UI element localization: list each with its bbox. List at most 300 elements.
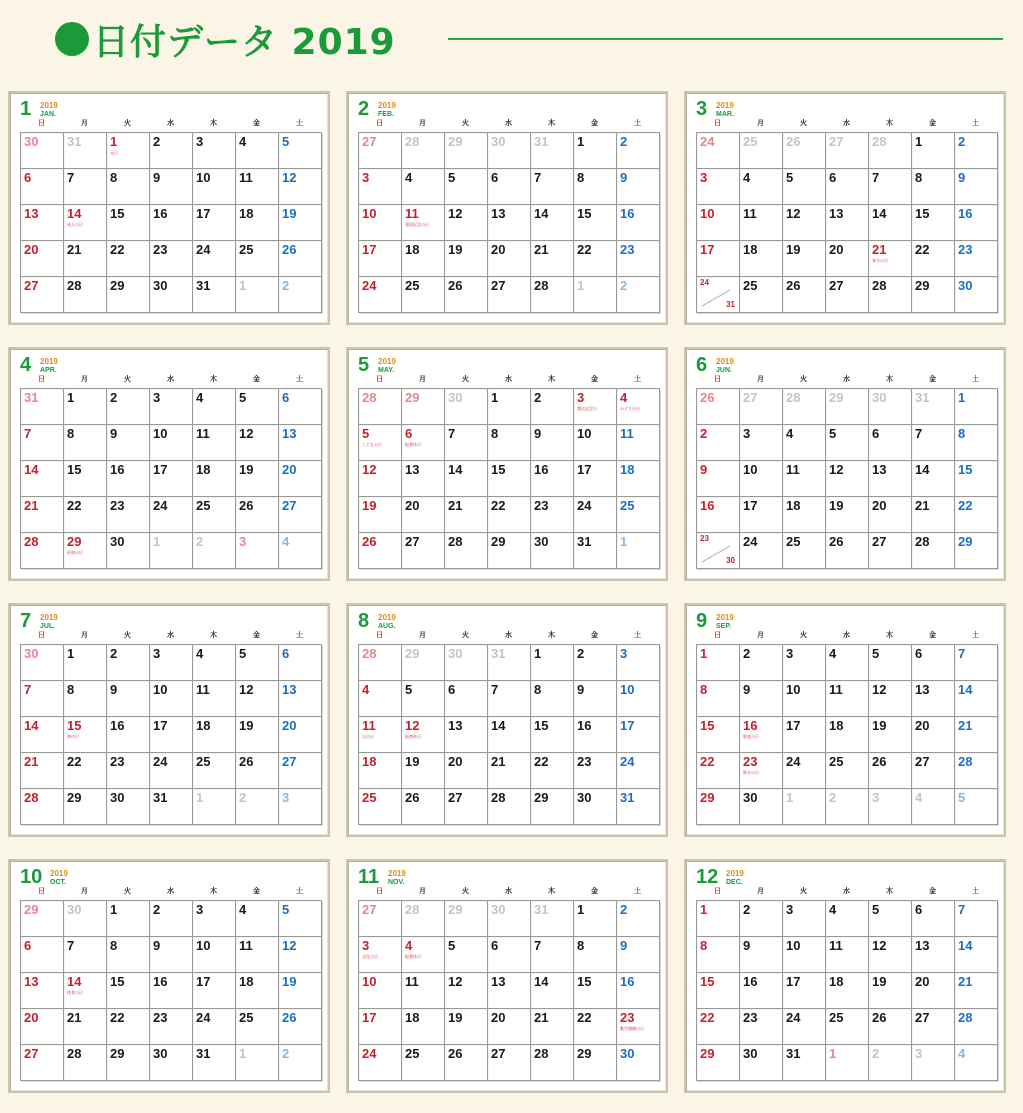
day-cell[interactable] <box>617 901 660 937</box>
day-cell[interactable] <box>783 1045 826 1081</box>
day-cell[interactable] <box>574 937 617 973</box>
day-cell[interactable] <box>740 425 783 461</box>
day-cell[interactable] <box>531 753 574 789</box>
day-cell[interactable] <box>574 973 617 1009</box>
day-cell[interactable] <box>402 1009 445 1045</box>
day-cell[interactable] <box>107 681 150 717</box>
day-cell[interactable] <box>826 205 869 241</box>
day-cell[interactable] <box>697 973 740 1009</box>
day-cell[interactable] <box>783 205 826 241</box>
day-cell[interactable] <box>402 241 445 277</box>
day-cell[interactable] <box>279 717 322 753</box>
day-cell[interactable] <box>912 277 955 313</box>
day-cell[interactable] <box>617 937 660 973</box>
day-cell[interactable] <box>359 133 402 169</box>
day-cell[interactable] <box>107 789 150 825</box>
day-cell[interactable] <box>783 533 826 569</box>
day-cell[interactable] <box>359 1009 402 1045</box>
day-cell[interactable] <box>740 1045 783 1081</box>
day-cell[interactable] <box>912 681 955 717</box>
day-cell[interactable] <box>236 1045 279 1081</box>
day-cell[interactable] <box>574 277 617 313</box>
day-cell[interactable] <box>150 901 193 937</box>
day-cell[interactable] <box>64 1009 107 1045</box>
day-cell[interactable] <box>150 937 193 973</box>
day-cell[interactable] <box>783 389 826 425</box>
day-cell[interactable] <box>574 645 617 681</box>
day-cell[interactable] <box>488 973 531 1009</box>
day-cell[interactable] <box>912 133 955 169</box>
day-cell[interactable] <box>488 753 531 789</box>
day-cell[interactable] <box>402 753 445 789</box>
day-cell[interactable] <box>697 205 740 241</box>
day-cell[interactable] <box>445 937 488 973</box>
day-cell[interactable] <box>279 133 322 169</box>
day-cell[interactable] <box>740 753 783 789</box>
day-cell[interactable] <box>740 681 783 717</box>
day-cell[interactable] <box>697 169 740 205</box>
day-cell[interactable] <box>236 645 279 681</box>
day-cell[interactable] <box>869 645 912 681</box>
day-cell[interactable] <box>359 1045 402 1081</box>
day-cell[interactable] <box>783 645 826 681</box>
day-cell[interactable] <box>783 241 826 277</box>
day-cell[interactable] <box>107 461 150 497</box>
day-cell[interactable] <box>21 901 64 937</box>
day-cell[interactable] <box>826 133 869 169</box>
day-cell[interactable] <box>826 277 869 313</box>
day-cell[interactable] <box>359 461 402 497</box>
day-cell[interactable] <box>697 1009 740 1045</box>
day-cell[interactable] <box>488 277 531 313</box>
day-cell[interactable] <box>783 277 826 313</box>
day-cell[interactable] <box>617 241 660 277</box>
day-cell[interactable] <box>402 133 445 169</box>
day-cell[interactable] <box>912 753 955 789</box>
day-cell[interactable] <box>236 425 279 461</box>
day-cell[interactable] <box>869 277 912 313</box>
day-cell[interactable] <box>107 973 150 1009</box>
day-cell[interactable] <box>617 205 660 241</box>
day-cell[interactable] <box>697 497 740 533</box>
day-cell[interactable] <box>826 937 869 973</box>
day-cell[interactable] <box>107 753 150 789</box>
day-cell[interactable] <box>697 901 740 937</box>
day-cell[interactable] <box>279 205 322 241</box>
day-cell[interactable] <box>955 1045 998 1081</box>
day-cell[interactable] <box>531 497 574 533</box>
day-cell[interactable] <box>445 973 488 1009</box>
day-cell[interactable] <box>402 717 445 753</box>
day-cell[interactable] <box>826 1045 869 1081</box>
day-cell[interactable] <box>193 1045 236 1081</box>
day-cell[interactable] <box>617 717 660 753</box>
day-cell[interactable] <box>783 753 826 789</box>
day-cell[interactable] <box>617 169 660 205</box>
day-cell[interactable] <box>912 1045 955 1081</box>
day-cell[interactable] <box>64 1045 107 1081</box>
day-cell[interactable] <box>826 169 869 205</box>
day-cell[interactable] <box>236 533 279 569</box>
day-cell[interactable] <box>64 973 107 1009</box>
day-cell[interactable] <box>21 533 64 569</box>
day-cell[interactable] <box>279 937 322 973</box>
day-cell[interactable] <box>869 461 912 497</box>
day-cell[interactable] <box>150 753 193 789</box>
day-cell[interactable] <box>279 753 322 789</box>
day-cell[interactable] <box>740 205 783 241</box>
day-cell[interactable] <box>912 241 955 277</box>
day-cell[interactable] <box>574 717 617 753</box>
day-cell[interactable] <box>64 645 107 681</box>
day-cell[interactable] <box>740 1009 783 1045</box>
day-cell[interactable] <box>193 1009 236 1045</box>
day-cell[interactable] <box>531 1009 574 1045</box>
day-cell[interactable] <box>574 1045 617 1081</box>
day-cell[interactable] <box>617 973 660 1009</box>
day-cell[interactable] <box>445 901 488 937</box>
day-cell[interactable] <box>64 717 107 753</box>
day-cell[interactable] <box>488 901 531 937</box>
day-cell[interactable] <box>740 973 783 1009</box>
day-cell[interactable] <box>697 241 740 277</box>
day-cell[interactable] <box>236 133 279 169</box>
day-cell[interactable] <box>531 389 574 425</box>
day-cell[interactable] <box>402 1045 445 1081</box>
day-cell[interactable] <box>869 133 912 169</box>
day-cell[interactable] <box>279 533 322 569</box>
day-cell[interactable] <box>488 789 531 825</box>
day-cell[interactable] <box>236 717 279 753</box>
day-cell[interactable] <box>955 241 998 277</box>
day-cell[interactable] <box>236 389 279 425</box>
day-cell[interactable] <box>279 425 322 461</box>
day-cell[interactable] <box>783 789 826 825</box>
day-cell[interactable] <box>64 533 107 569</box>
day-cell[interactable] <box>21 241 64 277</box>
day-cell[interactable] <box>107 425 150 461</box>
day-cell[interactable] <box>617 389 660 425</box>
day-cell[interactable] <box>869 753 912 789</box>
day-cell[interactable] <box>488 1009 531 1045</box>
day-cell[interactable] <box>826 789 869 825</box>
day-cell[interactable] <box>697 277 740 313</box>
day-cell[interactable] <box>531 533 574 569</box>
day-cell[interactable] <box>869 497 912 533</box>
day-cell[interactable] <box>869 169 912 205</box>
day-cell[interactable] <box>617 1045 660 1081</box>
day-cell[interactable] <box>955 533 998 569</box>
day-cell[interactable] <box>193 425 236 461</box>
day-cell[interactable] <box>488 205 531 241</box>
day-cell[interactable] <box>150 1045 193 1081</box>
day-cell[interactable] <box>445 717 488 753</box>
day-cell[interactable] <box>445 753 488 789</box>
day-cell[interactable] <box>359 205 402 241</box>
day-cell[interactable] <box>955 789 998 825</box>
day-cell[interactable] <box>740 937 783 973</box>
day-cell[interactable] <box>445 645 488 681</box>
day-cell[interactable] <box>826 901 869 937</box>
day-cell[interactable] <box>150 533 193 569</box>
day-cell[interactable] <box>236 169 279 205</box>
day-cell[interactable] <box>445 389 488 425</box>
day-cell[interactable] <box>531 425 574 461</box>
day-cell[interactable] <box>955 277 998 313</box>
day-cell[interactable] <box>359 789 402 825</box>
day-cell[interactable] <box>912 717 955 753</box>
day-cell[interactable] <box>279 1009 322 1045</box>
day-cell[interactable] <box>955 937 998 973</box>
day-cell[interactable] <box>150 277 193 313</box>
day-cell[interactable] <box>64 277 107 313</box>
day-cell[interactable] <box>826 681 869 717</box>
day-cell[interactable] <box>488 717 531 753</box>
day-cell[interactable] <box>150 645 193 681</box>
day-cell[interactable] <box>445 681 488 717</box>
day-cell[interactable] <box>912 205 955 241</box>
day-cell[interactable] <box>531 717 574 753</box>
day-cell[interactable] <box>955 1009 998 1045</box>
day-cell[interactable] <box>531 277 574 313</box>
day-cell[interactable] <box>150 717 193 753</box>
day-cell[interactable] <box>279 681 322 717</box>
day-cell[interactable] <box>236 497 279 533</box>
day-cell[interactable] <box>107 1045 150 1081</box>
day-cell[interactable] <box>359 645 402 681</box>
day-cell[interactable] <box>826 753 869 789</box>
day-cell[interactable] <box>359 389 402 425</box>
day-cell[interactable] <box>617 645 660 681</box>
day-cell[interactable] <box>236 461 279 497</box>
day-cell[interactable] <box>697 717 740 753</box>
day-cell[interactable] <box>21 645 64 681</box>
day-cell[interactable] <box>912 789 955 825</box>
day-cell[interactable] <box>445 789 488 825</box>
day-cell[interactable] <box>193 789 236 825</box>
day-cell[interactable] <box>740 389 783 425</box>
day-cell[interactable] <box>402 681 445 717</box>
day-cell[interactable] <box>445 497 488 533</box>
day-cell[interactable] <box>107 717 150 753</box>
day-cell[interactable] <box>488 533 531 569</box>
day-cell[interactable] <box>193 973 236 1009</box>
day-cell[interactable] <box>617 789 660 825</box>
day-cell[interactable] <box>64 901 107 937</box>
day-cell[interactable] <box>697 753 740 789</box>
day-cell[interactable] <box>359 973 402 1009</box>
day-cell[interactable] <box>445 425 488 461</box>
day-cell[interactable] <box>869 1009 912 1045</box>
day-cell[interactable] <box>783 425 826 461</box>
day-cell[interactable] <box>488 681 531 717</box>
day-cell[interactable] <box>955 645 998 681</box>
day-cell[interactable] <box>236 973 279 1009</box>
day-cell[interactable] <box>869 789 912 825</box>
day-cell[interactable] <box>869 389 912 425</box>
day-cell[interactable] <box>21 497 64 533</box>
day-cell[interactable] <box>912 533 955 569</box>
day-cell[interactable] <box>21 973 64 1009</box>
day-cell[interactable] <box>531 241 574 277</box>
day-cell[interactable] <box>193 205 236 241</box>
day-cell[interactable] <box>531 681 574 717</box>
day-cell[interactable] <box>783 717 826 753</box>
day-cell[interactable] <box>21 1045 64 1081</box>
day-cell[interactable] <box>574 497 617 533</box>
day-cell[interactable] <box>402 789 445 825</box>
day-cell[interactable] <box>869 533 912 569</box>
day-cell[interactable] <box>574 241 617 277</box>
day-cell[interactable] <box>869 205 912 241</box>
day-cell[interactable] <box>697 389 740 425</box>
day-cell[interactable] <box>64 169 107 205</box>
day-cell[interactable] <box>445 1009 488 1045</box>
day-cell[interactable] <box>21 789 64 825</box>
day-cell[interactable] <box>531 789 574 825</box>
day-cell[interactable] <box>236 937 279 973</box>
day-cell[interactable] <box>359 497 402 533</box>
day-cell[interactable] <box>279 1045 322 1081</box>
day-cell[interactable] <box>912 901 955 937</box>
day-cell[interactable] <box>531 973 574 1009</box>
day-cell[interactable] <box>488 937 531 973</box>
day-cell[interactable] <box>402 425 445 461</box>
day-cell[interactable] <box>617 753 660 789</box>
day-cell[interactable] <box>740 497 783 533</box>
day-cell[interactable] <box>236 1009 279 1045</box>
day-cell[interactable] <box>912 937 955 973</box>
day-cell[interactable] <box>740 789 783 825</box>
day-cell[interactable] <box>697 533 740 569</box>
day-cell[interactable] <box>402 901 445 937</box>
day-cell[interactable] <box>826 461 869 497</box>
day-cell[interactable] <box>869 901 912 937</box>
day-cell[interactable] <box>150 425 193 461</box>
day-cell[interactable] <box>64 937 107 973</box>
day-cell[interactable] <box>574 1009 617 1045</box>
day-cell[interactable] <box>193 169 236 205</box>
day-cell[interactable] <box>783 681 826 717</box>
day-cell[interactable] <box>955 205 998 241</box>
day-cell[interactable] <box>193 937 236 973</box>
day-cell[interactable] <box>488 169 531 205</box>
day-cell[interactable] <box>64 205 107 241</box>
day-cell[interactable] <box>279 241 322 277</box>
day-cell[interactable] <box>531 133 574 169</box>
day-cell[interactable] <box>574 681 617 717</box>
day-cell[interactable] <box>826 497 869 533</box>
day-cell[interactable] <box>359 425 402 461</box>
day-cell[interactable] <box>279 497 322 533</box>
day-cell[interactable] <box>445 169 488 205</box>
day-cell[interactable] <box>826 425 869 461</box>
day-cell[interactable] <box>955 461 998 497</box>
day-cell[interactable] <box>826 389 869 425</box>
day-cell[interactable] <box>402 169 445 205</box>
day-cell[interactable] <box>64 425 107 461</box>
day-cell[interactable] <box>193 645 236 681</box>
day-cell[interactable] <box>826 1009 869 1045</box>
day-cell[interactable] <box>150 389 193 425</box>
day-cell[interactable] <box>531 1045 574 1081</box>
day-cell[interactable] <box>21 133 64 169</box>
day-cell[interactable] <box>869 937 912 973</box>
day-cell[interactable] <box>107 645 150 681</box>
day-cell[interactable] <box>279 277 322 313</box>
day-cell[interactable] <box>617 277 660 313</box>
day-cell[interactable] <box>697 425 740 461</box>
day-cell[interactable] <box>955 973 998 1009</box>
day-cell[interactable] <box>617 461 660 497</box>
day-cell[interactable] <box>955 753 998 789</box>
day-cell[interactable] <box>402 389 445 425</box>
day-cell[interactable] <box>445 533 488 569</box>
day-cell[interactable] <box>574 789 617 825</box>
day-cell[interactable] <box>488 461 531 497</box>
day-cell[interactable] <box>21 681 64 717</box>
day-cell[interactable] <box>869 717 912 753</box>
day-cell[interactable] <box>150 497 193 533</box>
day-cell[interactable] <box>574 425 617 461</box>
day-cell[interactable] <box>617 533 660 569</box>
day-cell[interactable] <box>488 133 531 169</box>
day-cell[interactable] <box>21 277 64 313</box>
day-cell[interactable] <box>740 169 783 205</box>
day-cell[interactable] <box>574 169 617 205</box>
day-cell[interactable] <box>488 425 531 461</box>
day-cell[interactable] <box>193 241 236 277</box>
day-cell[interactable] <box>826 241 869 277</box>
day-cell[interactable] <box>402 277 445 313</box>
day-cell[interactable] <box>64 461 107 497</box>
day-cell[interactable] <box>617 425 660 461</box>
day-cell[interactable] <box>488 497 531 533</box>
day-cell[interactable] <box>21 389 64 425</box>
day-cell[interactable] <box>955 717 998 753</box>
day-cell[interactable] <box>531 169 574 205</box>
day-cell[interactable] <box>697 461 740 497</box>
day-cell[interactable] <box>912 497 955 533</box>
day-cell[interactable] <box>869 681 912 717</box>
day-cell[interactable] <box>617 497 660 533</box>
day-cell[interactable] <box>740 901 783 937</box>
day-cell[interactable] <box>740 241 783 277</box>
day-cell[interactable] <box>107 533 150 569</box>
day-cell[interactable] <box>445 277 488 313</box>
day-cell[interactable] <box>359 533 402 569</box>
day-cell[interactable] <box>279 789 322 825</box>
day-cell[interactable] <box>236 753 279 789</box>
day-cell[interactable] <box>64 133 107 169</box>
day-cell[interactable] <box>783 133 826 169</box>
day-cell[interactable] <box>445 1045 488 1081</box>
day-cell[interactable] <box>64 497 107 533</box>
day-cell[interactable] <box>912 645 955 681</box>
day-cell[interactable] <box>697 1045 740 1081</box>
day-cell[interactable] <box>445 241 488 277</box>
day-cell[interactable] <box>150 681 193 717</box>
day-cell[interactable] <box>402 461 445 497</box>
day-cell[interactable] <box>107 241 150 277</box>
day-cell[interactable] <box>740 717 783 753</box>
day-cell[interactable] <box>783 901 826 937</box>
day-cell[interactable] <box>740 533 783 569</box>
day-cell[interactable] <box>574 461 617 497</box>
day-cell[interactable] <box>783 169 826 205</box>
day-cell[interactable] <box>488 1045 531 1081</box>
day-cell[interactable] <box>236 277 279 313</box>
